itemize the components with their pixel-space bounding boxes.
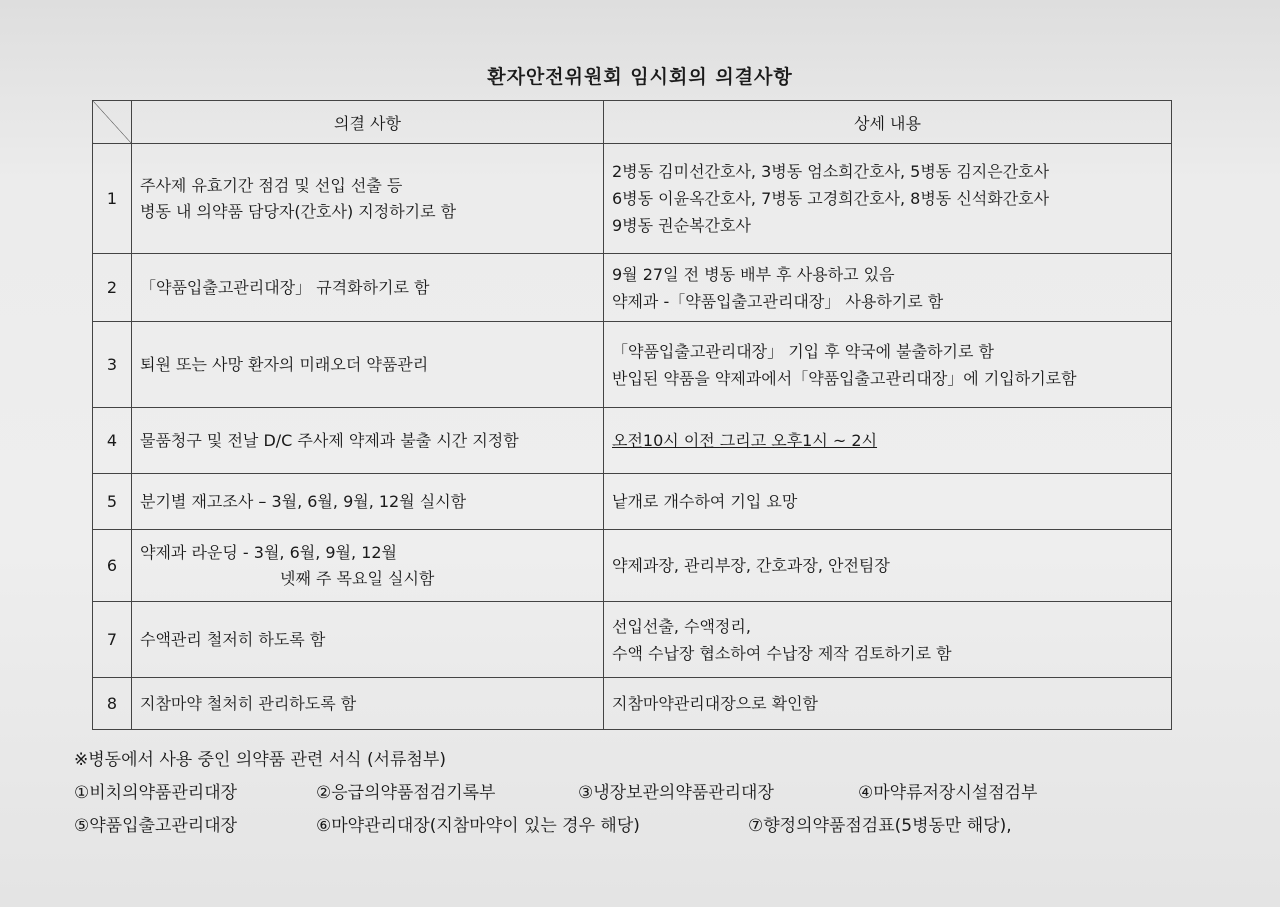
row-detail [604,322,1172,408]
table-row [93,678,1172,730]
item-line: 수액관리 철저히 하도록 함 [140,629,326,649]
row-detail [604,474,1172,530]
detail-line: 9월 27일 전 병동 배부 후 사용하고 있음 [612,264,895,284]
row-number: 1 [93,144,132,254]
detail-line: 낱개로 개수하여 기입 요망 [612,492,798,511]
forms-notes [74,744,1037,843]
detail-line: 9병동 권순복간호사 [612,216,751,235]
row-item [132,530,604,602]
document-title: 환자안전위원회 임시회의 의결사항 [487,66,793,88]
detail-line: 수액 수납장 협소하여 수납장 제작 검토하기로 함 [612,643,952,663]
table-row [93,474,1172,530]
table-row [93,254,1172,322]
detail-line: 「약품입출고관리대장」 기입 후 약국에 불출하기로 함 [612,341,995,361]
form-item: ①비치의약품관리대장 [74,783,238,803]
form-item: ⑤약품입출고관리대장 [74,816,238,836]
header-item: 의결 사항 [132,101,604,144]
item-line: 「약품입출고관리대장」 규격화하기로 함 [140,277,430,297]
form-item: ③냉장보관의약품관리대장 [578,783,774,803]
detail-line: 선입선출, 수액정리, [612,616,751,636]
form-item: ④마약류저장시설점검부 [858,783,1038,803]
row-detail [604,408,1172,474]
detail-line: 오전10시 이전 그리고 오후1시 ~ 2시 [612,431,878,450]
item-line: 병동 내 의약품 담당자(간호사) 지정하기로 함 [140,201,457,221]
item-line: 물품청구 및 전날 D/C 주사제 약제과 불출 시간 지정함 [140,430,519,450]
row-detail [604,678,1172,730]
row-number: 5 [93,474,132,530]
row-number: 7 [93,602,132,678]
table-row [93,144,1172,254]
detail-line: 2병동 김미선간호사, 3병동 엄소희간호사, 5병동 김지은간호사 [612,162,1050,181]
row-item [132,144,604,254]
detail-line: 반입된 약품을 약제과에서「약품입출고관리대장」에 기입하기로함 [612,368,1077,388]
detail-line: 지참마약관리대장으로 확인함 [612,694,819,713]
row-detail [604,602,1172,678]
detail-line: 약제과장, 관리부장, 간호과장, 안전팀장 [612,556,890,575]
table-row [93,322,1172,408]
item-line: 퇴원 또는 사망 환자의 미래오더 약품관리 [140,354,429,374]
notes-heading: ※병동에서 사용 중인 의약품 관련 서식 (서류첨부) [74,750,446,770]
item-line: 분기별 재고조사 – 3월, 6월, 9월, 12월 실시함 [140,491,467,511]
item-line: 넷째 주 목요일 실시함 [280,568,435,588]
row-detail [604,144,1172,254]
row-item [132,474,604,530]
row-number: 8 [93,678,132,730]
header-detail: 상세 내용 [604,101,1172,144]
form-item: ②응급의약품점검기록부 [316,783,496,803]
form-item: ⑥마약관리대장(지참마약이 있는 경우 해당) [316,816,640,836]
row-item [132,408,604,474]
row-detail [604,530,1172,602]
row-item [132,602,604,678]
row-item [132,322,604,408]
row-item [132,678,604,730]
detail-line: 약제과 -「약품입출고관리대장」 사용하기로 함 [612,291,944,311]
row-number: 6 [93,530,132,602]
diagonal-corner-cell [93,101,132,144]
form-item: ⑦향정의약품점검표(5병동만 해당), [748,816,1012,836]
row-number: 3 [93,322,132,408]
resolutions-table [92,100,1172,730]
forms-row-1 [74,777,1037,810]
forms-row-2 [74,810,1037,843]
table-header-row [93,101,1172,144]
table-row [93,408,1172,474]
table-row [93,602,1172,678]
row-item [132,254,604,322]
item-line: 지참마약 철처히 관리하도록 함 [140,693,357,713]
item-line: 주사제 유효기간 점검 및 선입 선출 등 [140,175,403,195]
row-number: 2 [93,254,132,322]
detail-line: 6병동 이윤옥간호사, 7병동 고경희간호사, 8병동 신석화간호사 [612,189,1050,208]
row-detail [604,254,1172,322]
item-line: 약제과 라운딩 - 3월, 6월, 9월, 12월 [140,542,398,562]
table-row [93,530,1172,602]
row-number: 4 [93,408,132,474]
